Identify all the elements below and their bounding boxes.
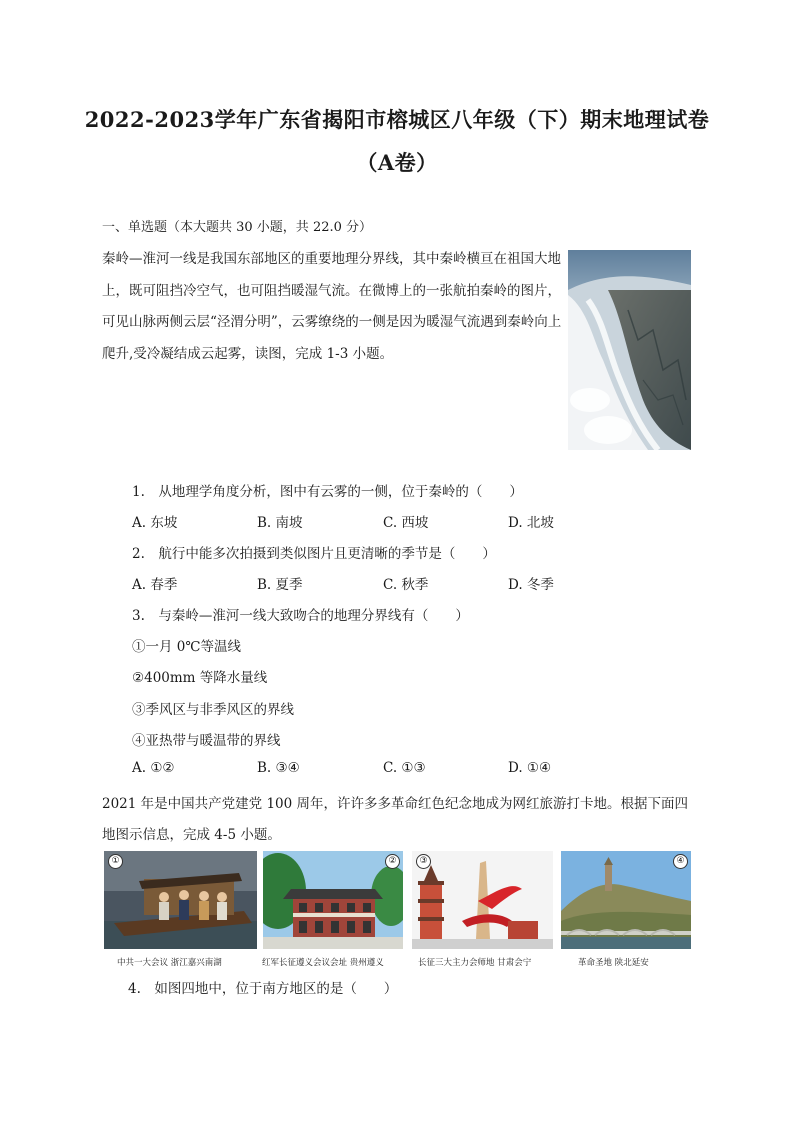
picture-1-south-lake-boat <box>104 851 257 949</box>
picture-1-caption: 中共一大会议 浙江嘉兴南湖 <box>117 958 222 968</box>
picture-2-zunyi-site <box>263 851 403 949</box>
q3-statement-1: ①一月 0℃等温线 <box>132 639 241 655</box>
question-1: 1. 从地理学角度分析，图中有云雾的一侧，位于秦岭的（ ） <box>132 484 523 500</box>
q1-option-d[interactable]: D. 北坡 <box>508 515 554 531</box>
q1-option-c[interactable]: C. 西坡 <box>383 515 429 531</box>
q2-option-c[interactable]: C. 秋季 <box>383 577 429 593</box>
question-2: 2. 航行中能多次拍摄到类似图片且更清晰的季节是（ ） <box>132 546 496 562</box>
qinling-aerial-photo <box>568 250 691 450</box>
picture-2-caption: 红军长征遵义会议会址 贵州遵义 <box>262 958 384 968</box>
q2-option-a[interactable]: A. 春季 <box>132 577 178 593</box>
picture-1-number: ① <box>108 854 123 869</box>
q3-statement-2: ②400mm 等降水量线 <box>132 670 268 686</box>
picture-3-huining-monument <box>412 851 553 949</box>
q3-option-b[interactable]: B. ③④ <box>257 760 300 776</box>
section-heading: 一、单选题（本大题共 30 小题，共 22.0 分） <box>102 220 373 235</box>
exam-title: 2022-2023学年广东省揭阳市榕城区八年级（下）期末地理试卷 <box>84 107 710 132</box>
q3-statement-3: ③季风区与非季风区的界线 <box>132 702 294 718</box>
picture-3-caption: 长征三大主力会师地 甘肃会宁 <box>418 958 532 968</box>
question-3: 3. 与秦岭—淮河一线大致吻合的地理分界线有（ ） <box>132 608 469 624</box>
q1-option-b[interactable]: B. 南坡 <box>257 515 303 531</box>
q3-option-a[interactable]: A. ①② <box>132 760 175 776</box>
picture-3-number: ③ <box>416 854 431 869</box>
picture-2-number: ② <box>385 854 400 869</box>
picture-4-yanan-pagoda <box>561 851 691 949</box>
q2-option-d[interactable]: D. 冬季 <box>508 577 554 593</box>
q1-option-a[interactable]: A. 东坡 <box>132 515 178 531</box>
q3-statement-4: ④亚热带与暖温带的界线 <box>132 733 281 749</box>
question-4: 4. 如图四地中，位于南方地区的是（ ） <box>128 981 398 997</box>
exam-subtitle: （A卷） <box>356 150 438 175</box>
intro-paragraph-2: 2021 年是中国共产党建党 100 周年，许许多多革命红色纪念地成为网红旅游打卡地。根据下面四地图示信息，完成 4-5 小题。 <box>102 796 688 843</box>
q3-option-d[interactable]: D. ①④ <box>508 760 552 776</box>
q3-option-c[interactable]: C. ①③ <box>383 760 426 776</box>
intro-paragraph: 秦岭—淮河一线是我国东部地区的重要地理分界线，其中秦岭横亘在祖国大地上，既可阻挡冷空气，也可阻挡暖湿气流。在微博上的一张航拍秦岭的图片，可见山脉两侧云层“泾渭分明”，云雾缭绕的一侧是因为暖湿气流遇到秦岭向上爬升,受冷凝结成云起雾，读图，完成 1-3 小题。 <box>102 251 562 362</box>
picture-4-number: ④ <box>673 854 688 869</box>
picture-4-caption: 革命圣地 陕北延安 <box>578 958 649 968</box>
q2-option-b[interactable]: B. 夏季 <box>257 577 303 593</box>
